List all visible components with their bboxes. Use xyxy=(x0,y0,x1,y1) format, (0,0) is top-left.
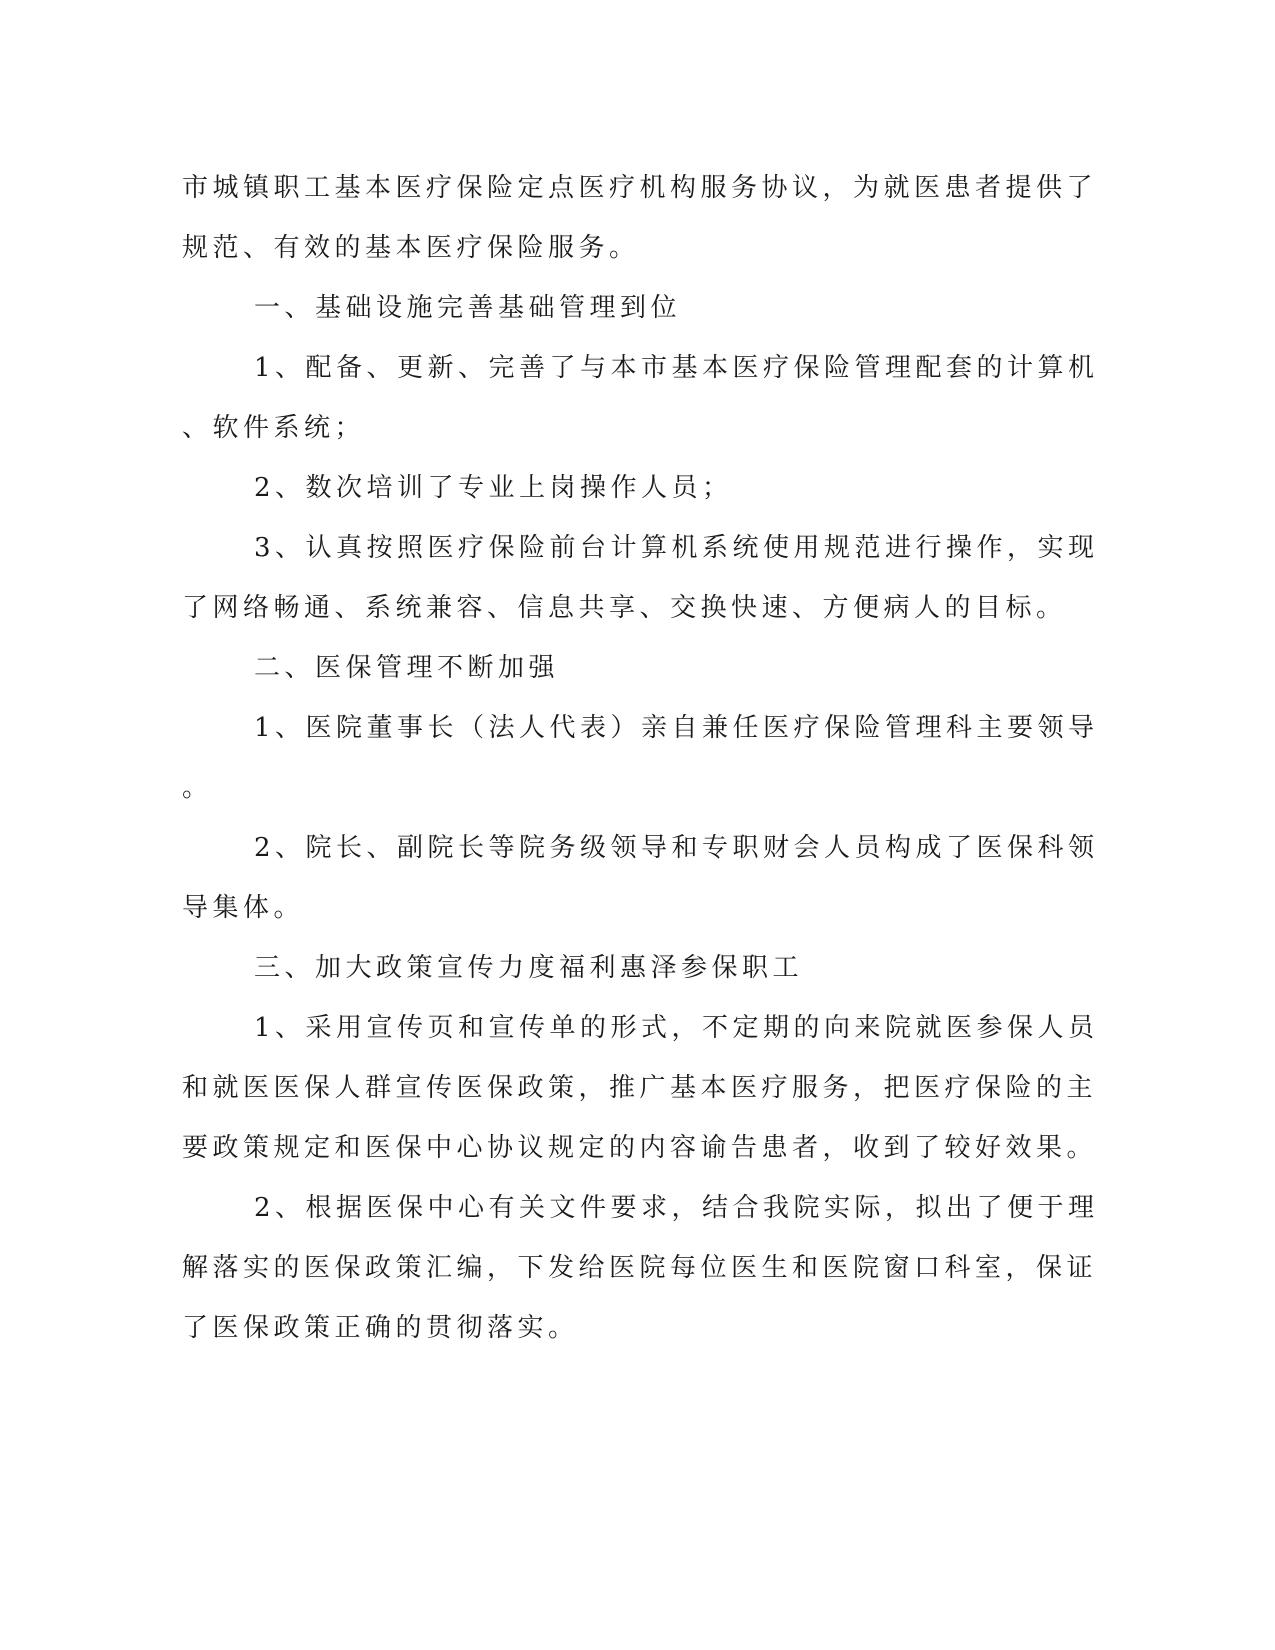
section-heading: 三、加大政策宣传力度福利惠泽参保职工 xyxy=(254,953,804,983)
text-line: 2、院长、副院长等院务级领导和专职财会人员构成了医保科领 xyxy=(254,833,1099,863)
text-line: 1、配备、更新、完善了与本市基本医疗保险管理配套的计算机 xyxy=(254,353,1099,383)
text-line: 要政策规定和医保中心协议规定的内容谕告患者，收到了较好效果。 xyxy=(182,1133,1098,1163)
section-heading: 一、基础设施完善基础管理到位 xyxy=(254,293,682,323)
text-line: 。 xyxy=(182,773,213,803)
text-line: 解落实的医保政策汇编，下发给医院每位医生和医院窗口科室，保证 xyxy=(182,1253,1098,1283)
text-line: 了医保政策正确的贯彻落实。 xyxy=(182,1313,579,1343)
text-line: 了网络畅通、系统兼容、信息共享、交换快速、方便病人的目标。 xyxy=(182,593,1067,623)
text-line: 1、医院董事长（法人代表）亲自兼任医疗保险管理科主要领导 xyxy=(254,713,1099,743)
text-line: 3、认真按照医疗保险前台计算机系统使用规范进行操作，实现 xyxy=(254,533,1099,563)
text-line: 2、数次培训了专业上岗操作人员； xyxy=(254,473,733,503)
text-line: 市城镇职工基本医疗保险定点医疗机构服务协议，为就医患者提供了 xyxy=(182,173,1098,203)
text-line: 和就医医保人群宣传医保政策，推广基本医疗服务，把医疗保险的主 xyxy=(182,1073,1098,1103)
text-line: 、软件系统； xyxy=(182,413,366,443)
body-text xyxy=(182,158,1099,1358)
section-heading: 二、医保管理不断加强 xyxy=(254,653,560,683)
text-line: 2、根据医保中心有关文件要求，结合我院实际，拟出了便于理 xyxy=(254,1193,1099,1223)
text-line: 规范、有效的基本医疗保险服务。 xyxy=(182,233,640,263)
text-line: 1、采用宣传页和宣传单的形式，不定期的向来院就医参保人员 xyxy=(254,1013,1099,1043)
text-line: 导集体。 xyxy=(182,893,305,923)
